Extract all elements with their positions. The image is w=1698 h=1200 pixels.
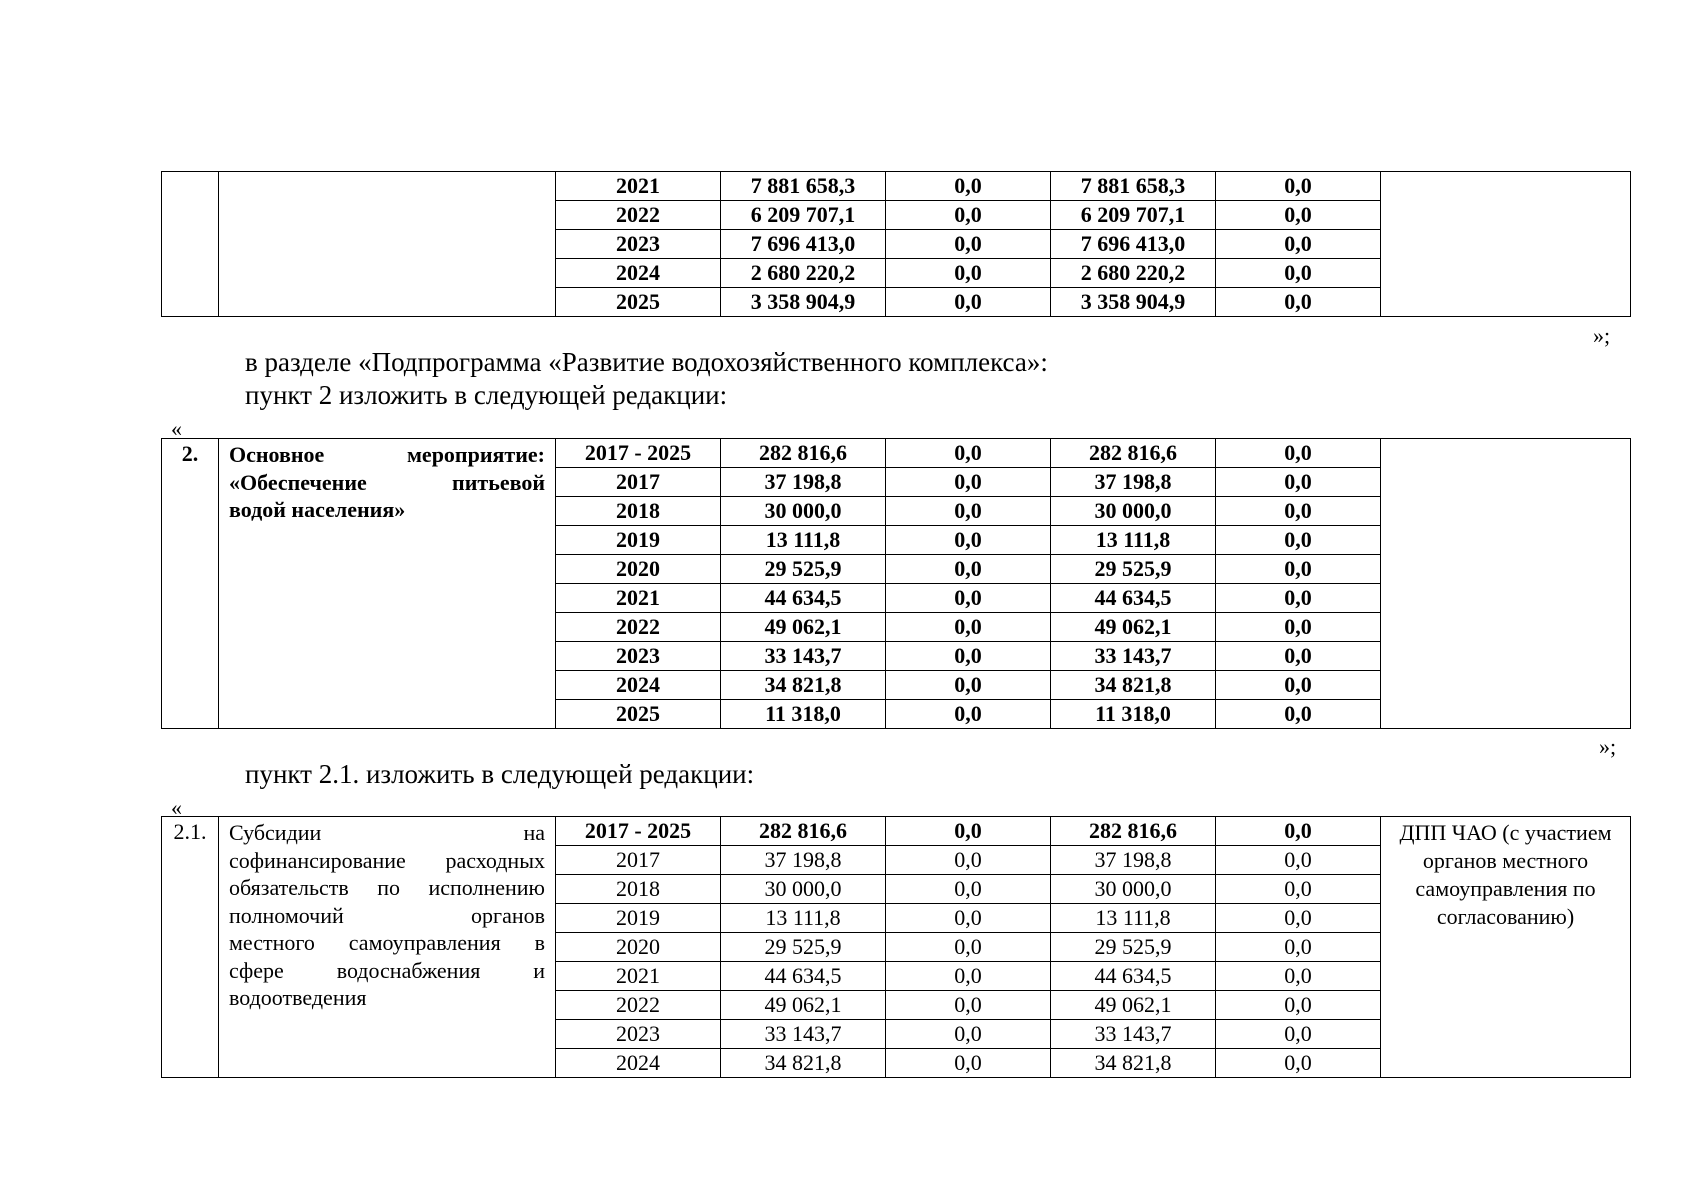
value-cell: 0,0	[886, 555, 1051, 584]
year-cell: 2021	[556, 172, 721, 201]
closing-quote-2: »;	[1599, 734, 1617, 759]
value-cell: 0,0	[1216, 584, 1381, 613]
value-cell: 0,0	[886, 468, 1051, 497]
total-cell: 13 111,8	[721, 526, 886, 555]
value-cell: 0,0	[1216, 172, 1381, 201]
value-cell: 0,0	[886, 875, 1051, 904]
year-cell: 2018	[556, 875, 721, 904]
total-cell: 44 634,5	[721, 584, 886, 613]
value-cell: 49 062,1	[1051, 613, 1216, 642]
total-cell: 34 821,8	[721, 671, 886, 700]
item-name-line: полномочий органов	[229, 902, 545, 928]
value-cell: 11 318,0	[1051, 700, 1216, 729]
value-cell: 0,0	[886, 962, 1051, 991]
year-cell: 2023	[556, 1020, 721, 1049]
item-number-cell	[162, 172, 219, 317]
item-name-cell	[219, 439, 556, 729]
year-cell: 2025	[556, 700, 721, 729]
total-cell: 282 816,6	[721, 817, 886, 846]
year-cell: 2017	[556, 846, 721, 875]
item-name-cell	[219, 817, 556, 1078]
total-cell: 11 318,0	[721, 700, 886, 729]
table3-body	[162, 817, 1631, 1078]
total-cell: 282 816,6	[721, 439, 886, 468]
total-cell: 29 525,9	[721, 933, 886, 962]
item-name-line: Основное мероприятие:	[229, 442, 545, 467]
value-cell: 0,0	[1216, 671, 1381, 700]
value-cell: 0,0	[886, 288, 1051, 317]
year-cell: 2017 - 2025	[556, 817, 721, 846]
item-name-line: водой населения»	[229, 497, 406, 522]
value-cell: 0,0	[1216, 817, 1381, 846]
year-cell: 2022	[556, 613, 721, 642]
opening-quote-3: «	[171, 795, 182, 820]
value-cell: 0,0	[1216, 933, 1381, 962]
value-cell: 0,0	[886, 642, 1051, 671]
value-cell: 282 816,6	[1051, 439, 1216, 468]
total-cell: 49 062,1	[721, 991, 886, 1020]
value-cell: 6 209 707,1	[1051, 201, 1216, 230]
year-cell: 2023	[556, 230, 721, 259]
total-cell: 33 143,7	[721, 642, 886, 671]
item-name-line: сфере водоснабжения и	[229, 957, 545, 983]
value-cell: 0,0	[886, 846, 1051, 875]
value-cell: 3 358 904,9	[1051, 288, 1216, 317]
value-cell: 13 111,8	[1051, 904, 1216, 933]
year-cell: 2022	[556, 991, 721, 1020]
value-cell: 44 634,5	[1051, 962, 1216, 991]
item-name-line: водоотведения	[229, 985, 367, 1010]
value-cell: 0,0	[1216, 962, 1381, 991]
value-cell: 7 881 658,3	[1051, 172, 1216, 201]
value-cell: 0,0	[1216, 991, 1381, 1020]
value-cell: 0,0	[1216, 230, 1381, 259]
value-cell: 34 821,8	[1051, 1049, 1216, 1078]
table2-body	[162, 439, 1631, 729]
value-cell: 0,0	[886, 904, 1051, 933]
item21-instruction: пункт 2.1. изложить в следующей редакции:	[245, 759, 755, 789]
section-heading-line: в разделе «Подпрограмма «Развитие водохозяйственного комплекса»:	[245, 347, 1048, 377]
value-cell: 0,0	[1216, 526, 1381, 555]
year-cell: 2021	[556, 962, 721, 991]
total-cell: 13 111,8	[721, 904, 886, 933]
value-cell: 0,0	[886, 1020, 1051, 1049]
value-cell: 30 000,0	[1051, 875, 1216, 904]
value-cell: 7 696 413,0	[1051, 230, 1216, 259]
value-cell: 0,0	[1216, 642, 1381, 671]
responsible-cell: ДПП ЧАО (с участием органов местного самоуправления по согласованию)	[1381, 817, 1631, 1078]
value-cell: 37 198,8	[1051, 468, 1216, 497]
value-cell: 0,0	[1216, 555, 1381, 584]
item-name-line: «Обеспечение питьевой	[229, 469, 545, 495]
total-cell: 34 821,8	[721, 1049, 886, 1078]
table-row	[162, 817, 1631, 846]
value-cell: 29 525,9	[1051, 933, 1216, 962]
year-cell: 2019	[556, 904, 721, 933]
value-cell: 0,0	[1216, 700, 1381, 729]
value-cell: 0,0	[1216, 1020, 1381, 1049]
value-cell: 0,0	[1216, 613, 1381, 642]
value-cell: 0,0	[1216, 288, 1381, 317]
value-cell: 0,0	[886, 613, 1051, 642]
year-cell: 2024	[556, 259, 721, 288]
total-cell: 30 000,0	[721, 497, 886, 526]
value-cell: 34 821,8	[1051, 671, 1216, 700]
value-cell: 0,0	[1216, 1049, 1381, 1078]
total-cell: 44 634,5	[721, 962, 886, 991]
item-name-line: Субсидии на	[229, 820, 545, 845]
item-number-cell: 2.1.	[162, 817, 219, 1078]
total-cell: 30 000,0	[721, 875, 886, 904]
value-cell: 0,0	[1216, 846, 1381, 875]
value-cell: 0,0	[886, 172, 1051, 201]
value-cell: 0,0	[886, 817, 1051, 846]
year-cell: 2017	[556, 468, 721, 497]
year-cell: 2019	[556, 526, 721, 555]
total-cell: 6 209 707,1	[721, 201, 886, 230]
item-name-line: местного самоуправления в	[229, 930, 545, 955]
year-cell: 2022	[556, 201, 721, 230]
value-cell: 0,0	[886, 201, 1051, 230]
value-cell: 33 143,7	[1051, 642, 1216, 671]
value-cell: 0,0	[1216, 875, 1381, 904]
value-cell: 49 062,1	[1051, 991, 1216, 1020]
value-cell: 0,0	[886, 933, 1051, 962]
year-cell: 2021	[556, 584, 721, 613]
total-cell: 29 525,9	[721, 555, 886, 584]
opening-quote-2: «	[171, 416, 182, 441]
value-cell: 37 198,8	[1051, 846, 1216, 875]
value-cell: 29 525,9	[1051, 555, 1216, 584]
total-cell: 2 680 220,2	[721, 259, 886, 288]
year-cell: 2024	[556, 1049, 721, 1078]
value-cell: 0,0	[1216, 259, 1381, 288]
value-cell: 0,0	[1216, 904, 1381, 933]
value-cell: 2 680 220,2	[1051, 259, 1216, 288]
value-cell: 0,0	[1216, 497, 1381, 526]
total-cell: 7 696 413,0	[721, 230, 886, 259]
total-cell: 37 198,8	[721, 468, 886, 497]
value-cell: 13 111,8	[1051, 526, 1216, 555]
total-cell: 37 198,8	[721, 846, 886, 875]
item-name-cell	[219, 172, 556, 317]
year-cell: 2023	[556, 642, 721, 671]
year-cell: 2024	[556, 671, 721, 700]
responsible-cell	[1381, 439, 1631, 729]
table1-body	[162, 172, 1631, 317]
financing-table-item-2	[161, 438, 1631, 729]
year-cell: 2025	[556, 288, 721, 317]
value-cell: 0,0	[886, 584, 1051, 613]
value-cell: 0,0	[886, 991, 1051, 1020]
year-cell: 2017 - 2025	[556, 439, 721, 468]
value-cell: 0,0	[886, 259, 1051, 288]
item-name-line: софинансирование расходных	[229, 847, 545, 873]
value-cell: 0,0	[886, 1049, 1051, 1078]
value-cell: 0,0	[1216, 439, 1381, 468]
item-number-cell: 2.	[162, 439, 219, 729]
value-cell: 0,0	[886, 497, 1051, 526]
financing-table-item-2-1	[161, 816, 1631, 1078]
financing-table-continuation	[161, 171, 1631, 317]
value-cell: 0,0	[886, 439, 1051, 468]
closing-quote-1: »;	[1593, 323, 1611, 348]
year-cell: 2018	[556, 497, 721, 526]
total-cell: 33 143,7	[721, 1020, 886, 1049]
item-name-line: обязательств по исполнению	[229, 875, 545, 900]
table-row	[162, 439, 1631, 468]
value-cell: 0,0	[886, 671, 1051, 700]
item2-instruction: пункт 2 изложить в следующей редакции:	[245, 380, 728, 410]
year-cell: 2020	[556, 555, 721, 584]
value-cell: 30 000,0	[1051, 497, 1216, 526]
responsible-cell	[1381, 172, 1631, 317]
value-cell: 33 143,7	[1051, 1020, 1216, 1049]
value-cell: 0,0	[886, 526, 1051, 555]
value-cell: 0,0	[1216, 468, 1381, 497]
value-cell: 0,0	[1216, 201, 1381, 230]
table-row	[162, 172, 1631, 201]
value-cell: 0,0	[886, 700, 1051, 729]
total-cell: 7 881 658,3	[721, 172, 886, 201]
total-cell: 49 062,1	[721, 613, 886, 642]
total-cell: 3 358 904,9	[721, 288, 886, 317]
value-cell: 282 816,6	[1051, 817, 1216, 846]
value-cell: 44 634,5	[1051, 584, 1216, 613]
value-cell: 0,0	[886, 230, 1051, 259]
year-cell: 2020	[556, 933, 721, 962]
